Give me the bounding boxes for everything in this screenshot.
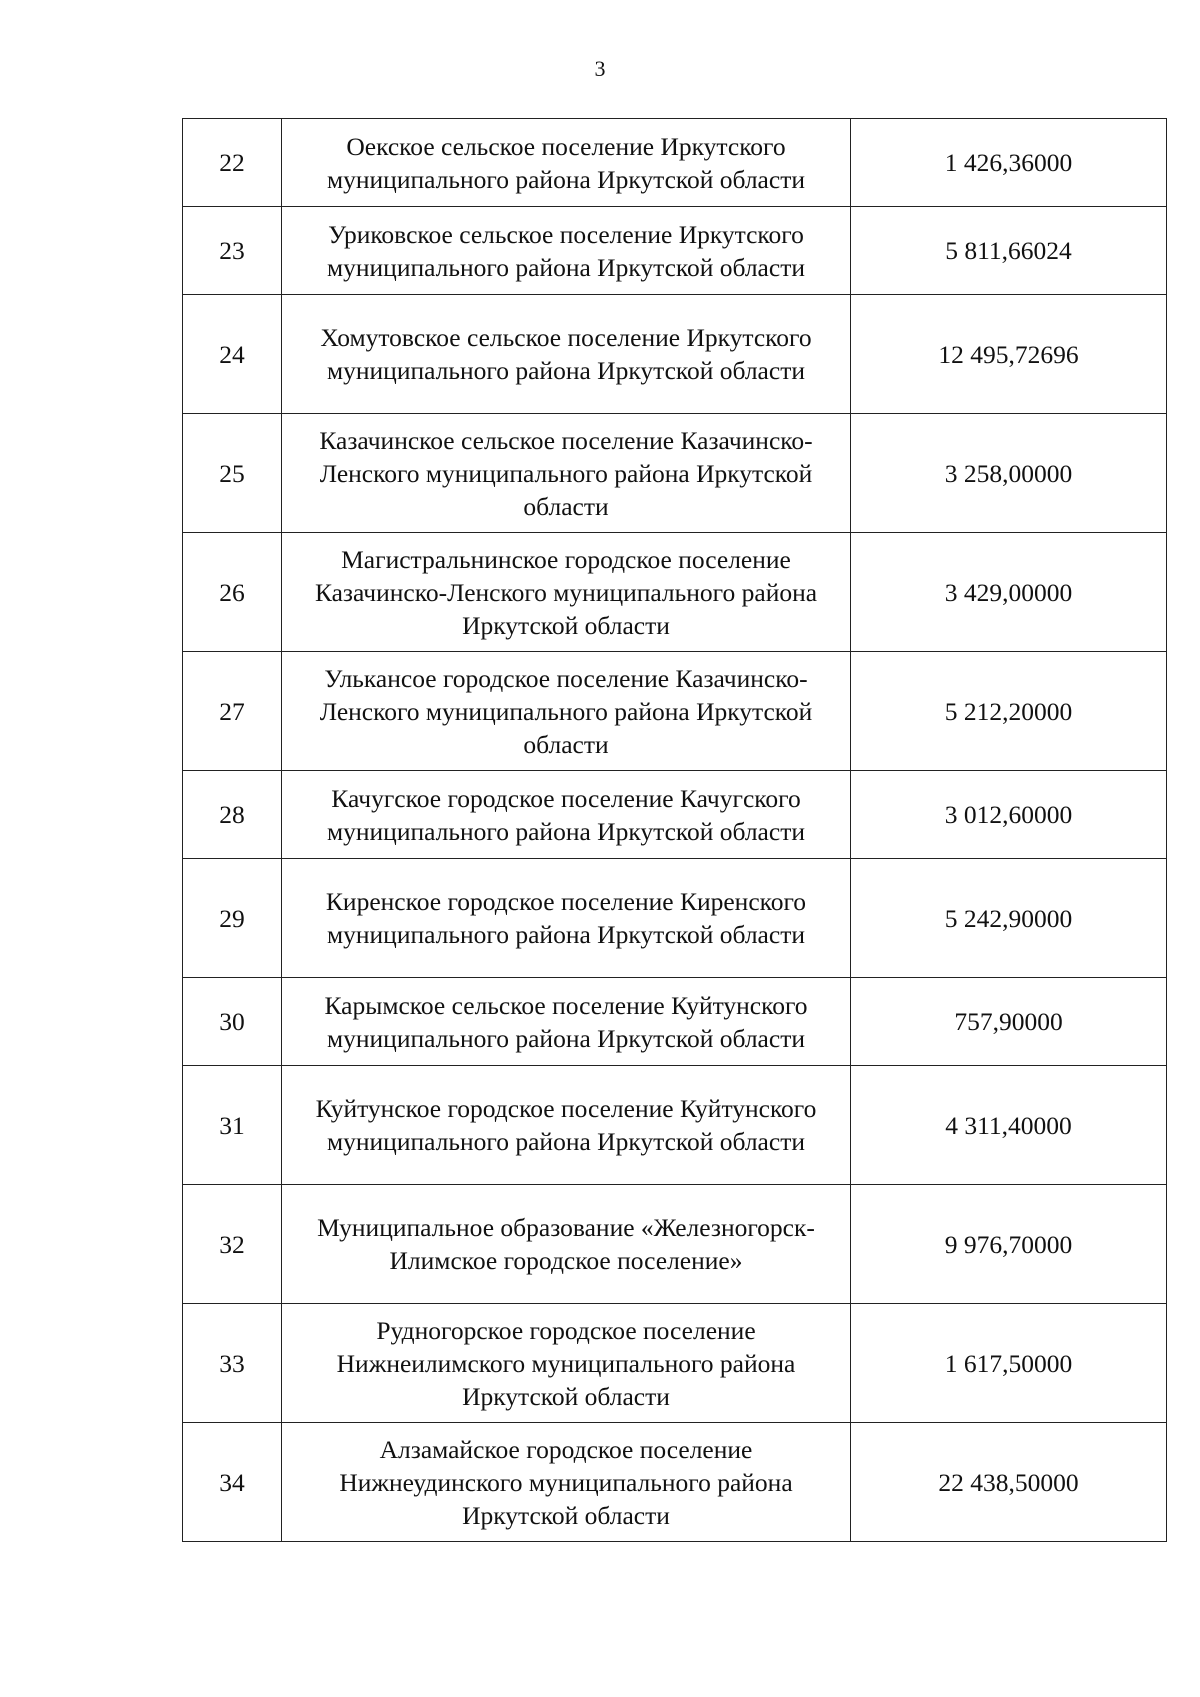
table-row	[183, 652, 1167, 771]
municipality-name: Карымское сельское поселение Куйтунского муниципального района Иркутской области	[282, 978, 851, 1066]
amount: 757,90000	[851, 978, 1167, 1066]
table-row	[183, 414, 1167, 533]
table-row	[183, 771, 1167, 859]
table-row	[183, 1066, 1167, 1185]
municipality-name: Куйтунское городское поселение Куйтунского муниципального района Иркутской области	[282, 1066, 851, 1185]
table-row	[183, 1304, 1167, 1423]
municipality-name: Улькансое городское поселение Казачинско-Ленского муниципального района Иркутской области	[282, 652, 851, 771]
amount: 1 426,36000	[851, 119, 1167, 207]
table-row	[183, 533, 1167, 652]
row-number: 29	[183, 859, 282, 978]
table-row	[183, 1423, 1167, 1542]
row-number: 32	[183, 1185, 282, 1304]
row-number: 30	[183, 978, 282, 1066]
amount: 4 311,40000	[851, 1066, 1167, 1185]
municipality-name: Магистральнинское городское поселение Казачинско-Ленского муниципального района Иркутской области	[282, 533, 851, 652]
amount: 3 012,60000	[851, 771, 1167, 859]
municipality-name: Алзамайское городское поселение Нижнеудинского муниципального района Иркутской области	[282, 1423, 851, 1542]
row-number: 24	[183, 295, 282, 414]
amount: 22 438,50000	[851, 1423, 1167, 1542]
row-number: 34	[183, 1423, 282, 1542]
row-number: 26	[183, 533, 282, 652]
table-row	[183, 1185, 1167, 1304]
row-number: 28	[183, 771, 282, 859]
row-number: 23	[183, 207, 282, 295]
row-number: 27	[183, 652, 282, 771]
municipality-name: Качугское городское поселение Качугского муниципального района Иркутской области	[282, 771, 851, 859]
amount: 9 976,70000	[851, 1185, 1167, 1304]
table-row	[183, 859, 1167, 978]
amount: 3 258,00000	[851, 414, 1167, 533]
amount: 5 811,66024	[851, 207, 1167, 295]
row-number: 22	[183, 119, 282, 207]
page-number: 3	[594, 56, 606, 81]
municipality-name: Уриковское сельское поселение Иркутского муниципального района Иркутской области	[282, 207, 851, 295]
amount: 3 429,00000	[851, 533, 1167, 652]
municipality-name: Рудногорское городское поселение Нижнеилимского муниципального района Иркутской области	[282, 1304, 851, 1423]
amount: 5 242,90000	[851, 859, 1167, 978]
municipality-name: Хомутовское сельское поселение Иркутского муниципального района Иркутской области	[282, 295, 851, 414]
municipality-name: Оекское сельское поселение Иркутского муниципального района Иркутской области	[282, 119, 851, 207]
row-number: 33	[183, 1304, 282, 1423]
table-row	[183, 295, 1167, 414]
amount: 1 617,50000	[851, 1304, 1167, 1423]
row-number: 25	[183, 414, 282, 533]
amount: 12 495,72696	[851, 295, 1167, 414]
table-row	[183, 207, 1167, 295]
table-row	[183, 978, 1167, 1066]
municipality-name: Киренское городское поселение Киренского муниципального района Иркутской области	[282, 859, 851, 978]
municipality-name: Муниципальное образование «Железногорск-Илимское городское поселение»	[282, 1185, 851, 1304]
table-row	[183, 119, 1167, 207]
amount: 5 212,20000	[851, 652, 1167, 771]
municipality-name: Казачинское сельское поселение Казачинско-Ленского муниципального района Иркутской области	[282, 414, 851, 533]
allocation-table	[182, 118, 1167, 1542]
row-number: 31	[183, 1066, 282, 1185]
